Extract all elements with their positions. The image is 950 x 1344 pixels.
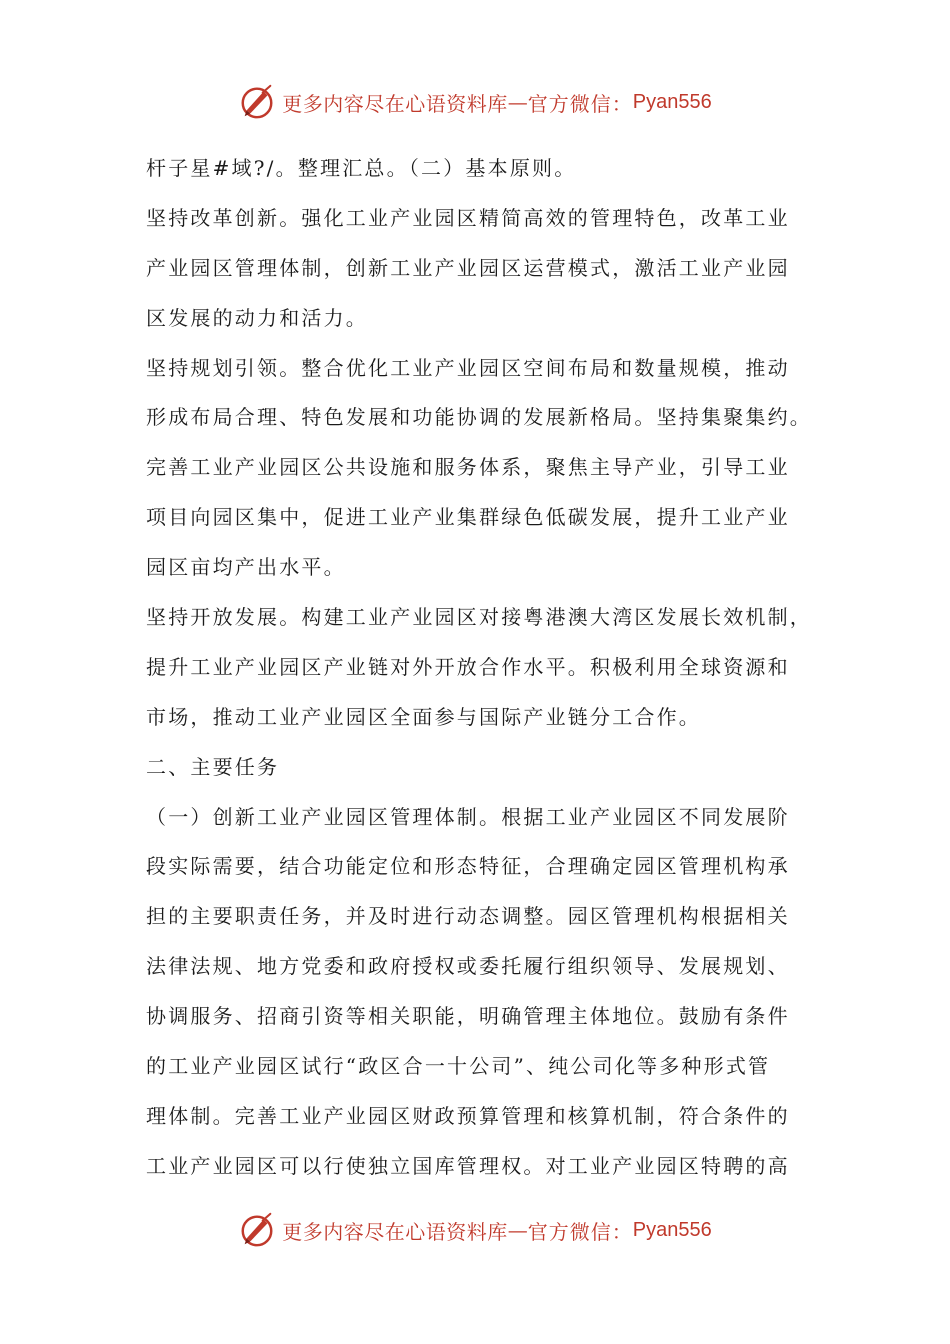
body-line-18: 协调服务、招商引资等相关职能，明确管理主体地位。鼓励有条件 — [146, 1004, 790, 1029]
body-line-21: 工业产业园区可以行使独立国库管理权。对工业产业园区特聘的高 — [146, 1153, 790, 1178]
header-dash: — — [507, 90, 528, 114]
pen-seal-logo-icon — [238, 83, 276, 121]
section-heading-main-tasks: 二、主要任务 — [146, 754, 280, 779]
body-line-1: 杆子星#域?/。整理汇总。（二）基本原则。 — [146, 156, 577, 180]
body-line-7: 完善工业产业园区公共设施和服务体系，聚焦主导产业，引导工业 — [146, 455, 790, 480]
footer-dash: — — [507, 1218, 528, 1242]
body-line-19: 的工业产业园区试行“政区合一十公司”、纯公司化等多种形式管 — [146, 1054, 771, 1079]
body-line-3: 产业园区管理体制，创新工业产业园区运营模式，激活工业产业园 — [146, 255, 790, 280]
document-body — [146, 144, 846, 1192]
body-line-9: 园区亩均产出水平。 — [146, 555, 346, 580]
header-wechat-label: 官方微信： — [527, 91, 633, 116]
body-line-14: （一）创新工业产业园区管理体制。根据工业产业园区不同发展阶 — [146, 804, 790, 829]
pen-seal-logo-icon — [238, 1211, 276, 1249]
body-line-4: 区发展的动力和活力。 — [146, 305, 368, 330]
body-line-15: 段实际需要，结合功能定位和形态特征，合理确定园区管理机构承 — [146, 854, 790, 879]
footer-promo-text: 更多内容尽在心语资料库 — [282, 1219, 508, 1244]
footer-wechat-label: 官方微信： — [527, 1219, 633, 1244]
body-line-20: 理体制。完善工业产业园区财政预算管理和核算机制，符合条件的 — [146, 1103, 790, 1128]
body-line-17: 法律法规、地方党委和政府授权或委托履行组织领导、发展规划、 — [146, 954, 790, 979]
header-promo-text: 更多内容尽在心语资料库 — [282, 91, 508, 116]
header-wechat-id: Pyan556 — [632, 90, 712, 113]
footer-watermark-banner — [0, 1208, 950, 1252]
header-watermark-banner — [0, 80, 950, 124]
body-line-5: 坚持规划引领。整合优化工业产业园区空间布局和数量规模，推动 — [146, 355, 790, 380]
body-line-10: 坚持开放发展。构建工业产业园区对接粤港澳大湾区发展长效机制， — [146, 605, 812, 630]
body-line-12: 市场，推动工业产业园区全面参与国际产业链分工合作。 — [146, 704, 701, 729]
body-line-6: 形成布局合理、特色发展和功能协调的发展新格局。坚持集聚集约。 — [146, 405, 812, 430]
body-line-16: 担的主要职责任务，并及时进行动态调整。园区管理机构根据相关 — [146, 904, 790, 929]
body-line-2: 坚持改革创新。强化工业产业园区精简高效的管理特色，改革工业 — [146, 205, 790, 230]
body-line-8: 项目向园区集中，促进工业产业集群绿色低碳发展，提升工业产业 — [146, 505, 790, 530]
footer-banner-inner — [238, 1211, 711, 1249]
header-banner-inner — [238, 83, 711, 121]
footer-wechat-id: Pyan556 — [632, 1218, 712, 1241]
body-line-11: 提升工业产业园区产业链对外开放合作水平。积极利用全球资源和 — [146, 654, 790, 679]
